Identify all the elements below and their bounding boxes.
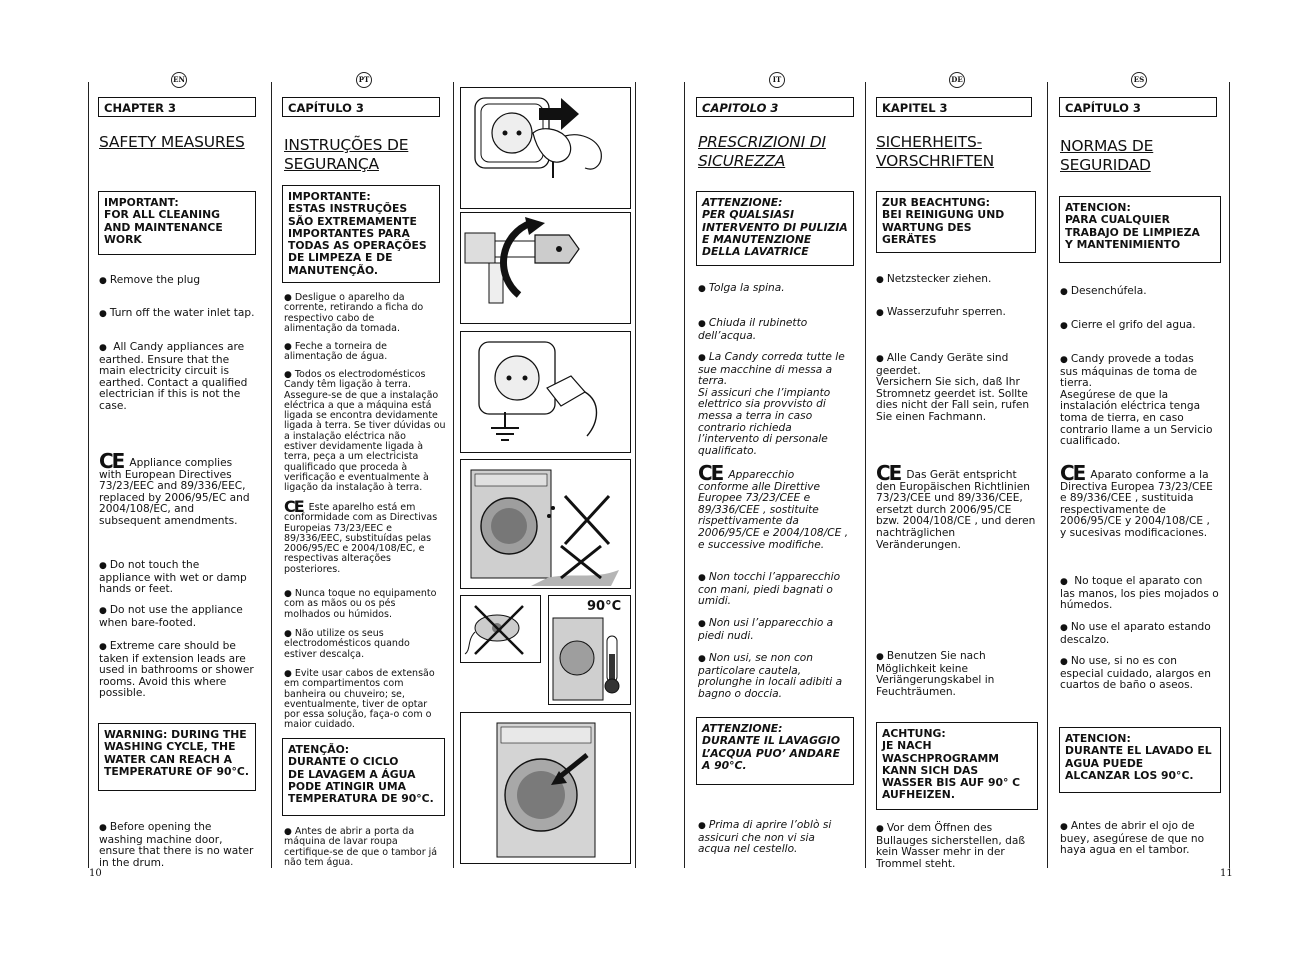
illustration-earthed-socket bbox=[460, 331, 631, 453]
para-de-7: ● Vor dem Öffnen des Bullauges sicherstellen, daß kein Wasser mehr in der Trommel steht. bbox=[876, 823, 1044, 870]
para-en-1: ● Remove the plug bbox=[99, 275, 264, 288]
para-pt-6: ● Evite usar cabos de extensão em compartimentos com banheira ou chuveiro; se, eventualmente, tiver de optar por essa solução, faça-o com o maior cuidado. bbox=[284, 669, 452, 731]
para-it-6: ● Non usi, se non con particolare cautela, prolunghe in locali adibiti a bagno o doccia. bbox=[698, 653, 863, 700]
section-title-pt: INSTRUÇÕES DE SEGURANÇA bbox=[284, 136, 409, 173]
para-es-3: ● Candy provede a todas sus máquinas de toma de tierra. Asegúrese de que la instalación eléctrica tenga toma de tierra, en caso contrario llame a un Servicio cualificado. bbox=[1060, 354, 1225, 448]
para-en-2: ● Turn off the water inlet tap. bbox=[99, 308, 264, 321]
para-en-5: ● Do not use the appliance when bare-footed. bbox=[99, 605, 264, 629]
rule-en-pt bbox=[271, 82, 272, 868]
para-it-ce: CE Apparecchio conforme alle Direttive Europee 73/23/CEE e 89/336/CEE , sostituite rispettivamente da 2006/95/CE e 2004/108/CE , e successive modifiche. bbox=[698, 461, 849, 551]
warning-box-en: WARNING: DURING THE WASHING CYCLE, THE WATER CAN REACH A TEMPERATURE OF 90°C. bbox=[98, 723, 256, 791]
rule-it-de bbox=[865, 82, 866, 868]
important-box-pt: IMPORTANTE: ESTAS INSTRUÇÕES SÃO EXTREMAMENTE IMPORTANTES PARA TODAS AS OPERAÇÕES DE LIMPEZA E DE MANUTENÇÃO. bbox=[282, 185, 440, 283]
chapter-heading-en: CHAPTER 3 bbox=[98, 97, 256, 117]
warning-box-de: ACHTUNG: JE NACH WASCHPROGRAMM KANN SICH DAS WASSER BIS AUF 90° C AUFHEIZEN. bbox=[876, 722, 1038, 810]
para-de-6: ● Benutzen Sie nach Möglichkeit keine Veriängerungskabel in Feuchträumen. bbox=[876, 651, 1041, 698]
lang-badge-es: ES bbox=[1131, 72, 1147, 88]
rule-pt-illus bbox=[453, 82, 454, 868]
chapter-heading-it: CAPITOLO 3 bbox=[696, 97, 854, 117]
para-pt-1: ● Desligue o aparelho da corrente, retirando a ficha do respectivo cabo de alimentação da tomada. bbox=[284, 293, 449, 334]
lang-badge-de: DE bbox=[949, 72, 965, 88]
section-title-es: NORMAS DE SEGURIDAD bbox=[1060, 137, 1154, 174]
rule-right-start bbox=[684, 82, 685, 868]
para-pt-3: ● Todos os electrodomésticos Candy têm ligação à terra. Assegure-se de que a instalação eléctrica a que a máquina está ligada se encontra devidamente ligada à terra. Se tiver dúvidas ou a instalação eléctrica não estiver devidamente ligada à terra, peça a um electricista qualificado que proceda à verificação e eventualmente à ligação da instalação à terra. bbox=[284, 370, 452, 494]
ce-mark-icon: CE bbox=[876, 461, 901, 485]
section-title-en: SAFETY MEASURES bbox=[99, 133, 245, 151]
illustration-hot-water bbox=[548, 595, 631, 705]
para-es-ce: CE Aparato conforme a la Directiva Europea 73/23/CEE e 89/336/CEE , sustituida respectivamente de 2006/95/CE y 2004/108/CE , y sucesivas modificaciones. bbox=[1060, 461, 1213, 539]
illustration-wet-hands bbox=[460, 459, 631, 589]
warning-box-pt: ATENÇÃO: DURANTE O CICLO DE LAVAGEM A ÁGUA PODE ATINGIR UMA TEMPERATURA DE 90°C. bbox=[282, 738, 445, 816]
illustration-extension-lead bbox=[460, 595, 541, 663]
lang-badge-it: IT bbox=[769, 72, 785, 88]
ce-mark-icon: CE bbox=[698, 461, 723, 485]
page-number-right: 11 bbox=[1220, 868, 1233, 879]
warning-box-es: ATENCION: DURANTE EL LAVADO EL AGUA PUEDE ALCANZAR LOS 90°C. bbox=[1059, 727, 1221, 793]
para-en-7: ● Before opening the washing machine door, ensure that there is no water in the drum. bbox=[99, 822, 264, 869]
section-title-it: PRESCRIZIONI DI SICUREZZA bbox=[698, 133, 826, 170]
important-box-es: ATENCION: PARA CUALQUIER TRABAJO DE LIMPIEZA Y MANTENIMIENTO bbox=[1059, 196, 1221, 263]
para-es-7: ● Antes de abrir el ojo de buey, asegúrese de que no haya agua en el tambor. bbox=[1060, 821, 1228, 857]
lang-badge-en: EN bbox=[171, 72, 187, 88]
important-box-en: IMPORTANT: FOR ALL CLEANING AND MAINTENANCE WORK bbox=[98, 191, 256, 255]
para-en-ce: CE Appliance complies with European Directives 73/23/EEC and 89/336/EEC, replaced by 2006/95/EC and 2004/108/EC, and subsequent amendments. bbox=[99, 449, 250, 527]
rule-right-edge bbox=[1229, 82, 1230, 868]
illustration-close-tap bbox=[460, 212, 631, 324]
important-box-it: ATTENZIONE: PER QUALSIASI INTERVENTO DI PULIZIA E MANUTENZIONE DELLA LAVATRICE bbox=[696, 191, 854, 266]
chapter-heading-pt: CAPÍTULO 3 bbox=[282, 97, 440, 117]
ce-mark-icon: CE bbox=[1060, 461, 1085, 485]
para-de-ce: CE Das Gerät entspricht den Europäischen Richtlinien 73/23/CEE und 89/336/CEE, ersetzt durch 2006/95/CE bzw. 2004/108/CE , und deren nachträglichen Veränderungen. bbox=[876, 461, 1036, 551]
ce-mark-icon: CE bbox=[284, 497, 303, 516]
para-es-1: ● Desenchúfela. bbox=[1060, 286, 1225, 299]
para-es-5: ● No use el aparato estando descalzo. bbox=[1060, 622, 1225, 646]
rule-de-es bbox=[1047, 82, 1048, 868]
para-en-4: ● Do not touch the appliance with wet or damp hands or feet. bbox=[99, 560, 264, 596]
para-pt-2: ● Feche a torneira de alimentação de água. bbox=[284, 342, 449, 363]
para-pt-4: ● Nunca toque no equipamento com as mãos ou os pés molhados ou húmidos. bbox=[284, 589, 452, 620]
para-it-1: ● Tolga la spina. bbox=[698, 283, 863, 296]
para-de-2: ● Wasserzufuhr sperren. bbox=[876, 307, 1041, 320]
para-it-5: ● Non usi l’apparecchio a piedi nudi. bbox=[698, 618, 863, 642]
temperature-label: 90°C bbox=[587, 599, 622, 614]
para-pt-7: ● Antes de abrir a porta da máquina de lavar roupa certifique-se de que o tambor já não tem água. bbox=[284, 827, 452, 868]
section-title-de: SICHERHEITS- VORSCHRIFTEN bbox=[876, 133, 995, 170]
illustration-remove-plug bbox=[460, 87, 631, 209]
illustration-drum-door bbox=[460, 712, 631, 864]
para-it-2: ● Chiuda il rubinetto dell’acqua. bbox=[698, 318, 863, 342]
chapter-heading-de: KAPITEL 3 bbox=[876, 97, 1032, 117]
para-es-4: ● No toque el aparato con las manos, los pies mojados o húmedos. bbox=[1060, 576, 1226, 612]
para-it-7: ● Prima di aprire l’oblò si assicuri che non vi sia acqua nel cestello. bbox=[698, 820, 863, 856]
para-es-2: ● Cierre el grifo del agua. bbox=[1060, 320, 1225, 333]
page-number-left: 10 bbox=[89, 868, 102, 879]
para-de-1: ● Netzstecker ziehen. bbox=[876, 274, 1041, 287]
para-pt-5: ● Não utilize os seus electrodomésticos quando estiver descalça. bbox=[284, 629, 449, 660]
para-de-3: ● Alle Candy Geräte sind geerdet. Versichern Sie sich, daß Ihr Stromnetz geerdet ist. Sollte dies nicht der Fall sein, rufen Sie einen Fachmann. bbox=[876, 353, 1041, 424]
para-it-4: ● Non tocchi l’apparecchio con mani, piedi bagnati o umidi. bbox=[698, 572, 863, 608]
rule-illus-right bbox=[635, 82, 636, 868]
chapter-heading-es: CAPÍTULO 3 bbox=[1059, 97, 1217, 117]
para-it-3: ● La Candy corredα tutte le sue macchine di messa a terra. Si assicuri che l’impianto elettrico sia provvisto di messa a terra in caso contrario richieda l’intervento di personale qualificato. bbox=[698, 352, 863, 457]
important-box-de: ZUR BEACHTUNG: BEI REINIGUNG UND WARTUNG DES GERÄTES bbox=[876, 191, 1036, 253]
lang-badge-pt: PT bbox=[356, 72, 372, 88]
rule-left-edge bbox=[88, 82, 89, 868]
para-es-6: ● No use, si no es con especial cuidado, alargos en cuartos de baño o aseos. bbox=[1060, 656, 1226, 692]
para-en-6: ● Extreme care should be taken if extension leads are used in bathrooms or shower rooms. Avoid this where possible. bbox=[99, 641, 264, 700]
ce-mark-icon: CE bbox=[99, 449, 124, 473]
para-en-3: ● All Candy appliances are earthed. Ensure that the main electricity circuit is earthed. Contact a qualified electrician if this is not the case. bbox=[99, 342, 264, 413]
para-pt-ce: CE Este aparelho está em conformidade com as Directivas Europeias 73/23/EEC e 89/336/EEC, substituídas pelas 2006/95/EC e 2004/108/EC, e respectivas alterações posteriores. bbox=[284, 497, 438, 575]
warning-box-it: ATTENZIONE: DURANTE IL LAVAGGIO L’ACQUA PUO’ ANDARE A 90°C. bbox=[696, 717, 854, 785]
